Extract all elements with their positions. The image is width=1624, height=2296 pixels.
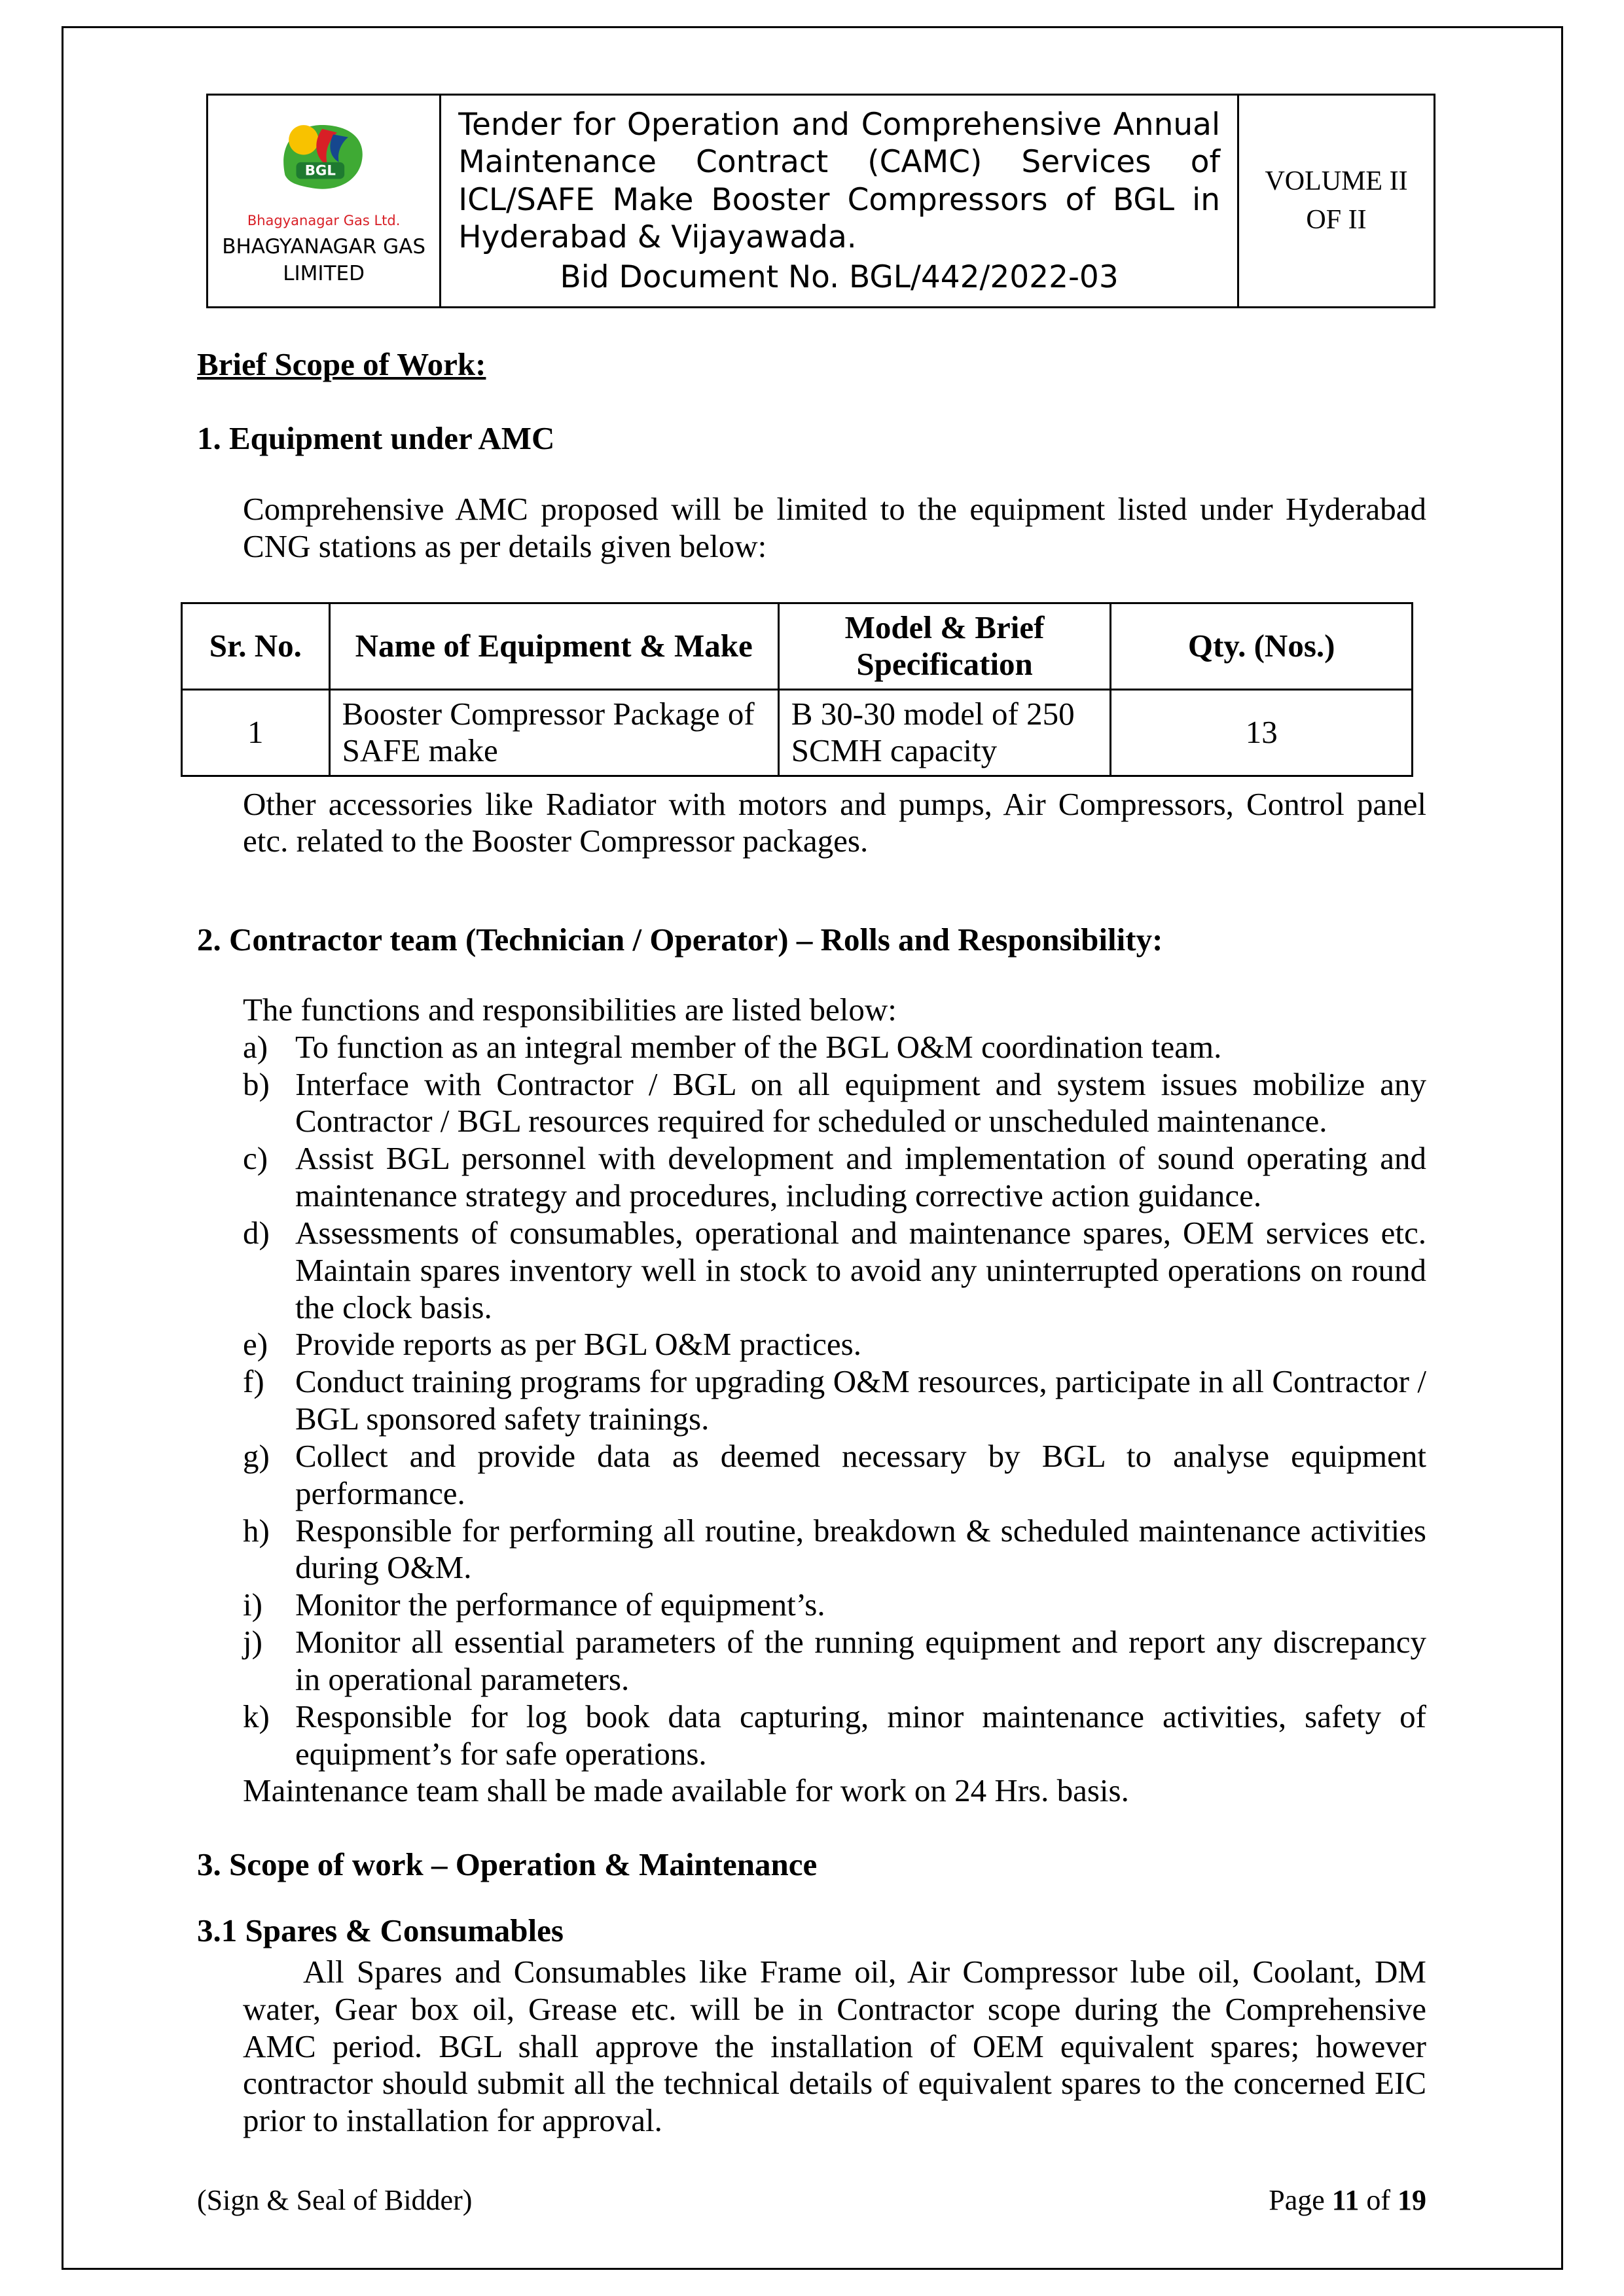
equipment-table-header-row — [182, 603, 1413, 690]
page-footer — [197, 2183, 1426, 2217]
section2-intro: The functions and responsibilities are listed below: — [243, 992, 897, 1028]
list-item-text: Monitor all essential parameters of the running equipment and report any discrepancy in operational parameters. — [295, 1624, 1426, 1697]
list-item — [243, 1513, 1426, 1587]
logo-caption: Bhagyanagar Gas Ltd. — [247, 212, 401, 228]
list-item — [243, 1140, 1426, 1215]
list-item-text: Responsible for log book data capturing, minor maintenance activities, safety of equipment’s for safe operations. — [295, 1698, 1426, 1772]
list-item-label: j) — [243, 1624, 262, 1660]
company-logo-icon — [268, 114, 380, 207]
section2-closing: Maintenance team shall be made available for work on 24 Hrs. basis. — [243, 1772, 1129, 1809]
list-item-label: e) — [243, 1326, 268, 1363]
col-header-qty: Qty. (Nos.) — [1111, 603, 1413, 690]
list-item — [243, 1624, 1426, 1698]
list-item-label: f) — [243, 1363, 264, 1400]
tender-title: Tender for Operation and Comprehensive Annual Maintenance Contract (CAMC) Services of ICL/SAFE Make Booster Compressors of BGL in Hyderabad & Vijayawada. — [458, 107, 1220, 255]
cell-model-spec: B 30-30 model of 250 SCMH capacity — [778, 689, 1111, 776]
list-item-label: a) — [243, 1028, 268, 1065]
list-item-label: i) — [243, 1587, 262, 1623]
list-item — [243, 1326, 1426, 1363]
main-heading: Brief Scope of Work: — [197, 346, 486, 382]
section1-intro: Comprehensive AMC proposed will be limited to the equipment listed under Hyderabad CNG stations as per details given below: — [243, 491, 1426, 565]
list-item-text: Provide reports as per BGL O&M practices. — [295, 1326, 861, 1363]
company-name-line2: LIMITED — [283, 261, 365, 285]
list-item-label: d) — [243, 1214, 270, 1251]
page-border — [62, 26, 1563, 2270]
list-item-label: c) — [243, 1140, 268, 1177]
col-header-sr-no: Sr. No. — [182, 603, 330, 690]
logo-cell — [208, 95, 441, 308]
page-number: 11 — [1331, 2183, 1360, 2216]
volume-line-2: OF II — [1306, 204, 1367, 235]
responsibilities-list — [243, 1029, 1426, 1773]
company-name-line1: BHAGYANAGAR GAS — [222, 235, 426, 259]
list-item — [243, 1438, 1426, 1513]
section3-1-title: 3.1 Spares & Consumables — [197, 1912, 564, 1949]
list-item-text: Conduct training programs for upgrading O&M resources, participate in all Contractor / BGL sponsored safety trainings. — [295, 1363, 1426, 1437]
list-item-text: Assist BGL personnel with development and implementation of sound operating and maintenance strategy and procedures, including corrective action guidance. — [295, 1140, 1426, 1214]
logo-wordmark: BGL — [304, 162, 336, 179]
page-content — [63, 28, 1561, 2140]
equipment-table — [181, 602, 1413, 776]
list-item-text: Monitor the performance of equipment’s. — [295, 1587, 825, 1623]
section3-title: 3. Scope of work – Operation & Maintenance — [197, 1846, 818, 1883]
list-item-text: Responsible for performing all routine, breakdown & scheduled maintenance activities during O&M. — [295, 1512, 1426, 1586]
col-header-name: Name of Equipment & Make — [329, 603, 778, 690]
page-indicator — [1269, 2183, 1426, 2217]
list-item-text: To function as an integral member of the BGL O&M coordination team. — [295, 1028, 1222, 1065]
list-item-label: h) — [243, 1512, 270, 1549]
col-header-model: Model & Brief Specification — [778, 603, 1111, 690]
page-word: Page — [1269, 2183, 1325, 2216]
list-item-label: b) — [243, 1066, 270, 1102]
list-item — [243, 1066, 1426, 1141]
section2-title: 2. Contractor team (Technician / Operator) – Rolls and Responsibility: — [197, 922, 1163, 958]
bid-document-number: Bid Document No. BGL/442/2022-03 — [560, 259, 1119, 296]
section1-note: Other accessories like Radiator with motors and pumps, Air Compressors, Control panel etc. related to the Booster Compressor packages. — [243, 785, 1426, 859]
sign-seal-label: (Sign & Seal of Bidder) — [197, 2183, 473, 2216]
header-table — [206, 94, 1435, 308]
volume-label — [1238, 95, 1435, 308]
cell-sr-no: 1 — [182, 689, 330, 776]
logo-sun-icon — [289, 125, 318, 154]
volume-line-1: VOLUME II — [1265, 166, 1408, 197]
title-cell — [441, 95, 1238, 308]
equipment-table-row — [182, 689, 1413, 776]
list-item-text: Interface with Contractor / BGL on all equipment and system issues mobilize any Contractor / BGL resources required for scheduled or unscheduled maintenance. — [295, 1066, 1426, 1139]
list-item — [243, 1215, 1426, 1326]
section1-title: 1. Equipment under AMC — [197, 420, 555, 456]
cell-qty: 13 — [1111, 689, 1413, 776]
list-item — [243, 1363, 1426, 1438]
cell-equipment-name: Booster Compressor Package of SAFE make — [329, 689, 778, 776]
list-item-text: Collect and provide data as deemed necessary by BGL to analyse equipment performance. — [295, 1437, 1426, 1511]
list-item-label: g) — [243, 1437, 270, 1474]
list-item-text: Assessments of consumables, operational and maintenance spares, OEM services etc. Maintain spares inventory well in stock to avoid any uninterrupted operations on round the clock basis. — [295, 1214, 1426, 1325]
total-pages: 19 — [1398, 2183, 1426, 2216]
list-item — [243, 1587, 1426, 1624]
list-item — [243, 1029, 1426, 1066]
list-item — [243, 1698, 1426, 1773]
list-item-label: k) — [243, 1698, 270, 1734]
section3-paragraph: All Spares and Consumables like Frame oil, Air Compressor lube oil, Coolant, DM water, Gear box oil, Grease etc. will be in Contractor scope during the Comprehensive AMC period. BGL shall approve the installation of OEM equivalent spares; however contractor should submit all the technical details of equivalent spares to the concerned EIC prior to installation for approval. — [243, 1953, 1426, 2139]
of-word: of — [1366, 2183, 1390, 2216]
